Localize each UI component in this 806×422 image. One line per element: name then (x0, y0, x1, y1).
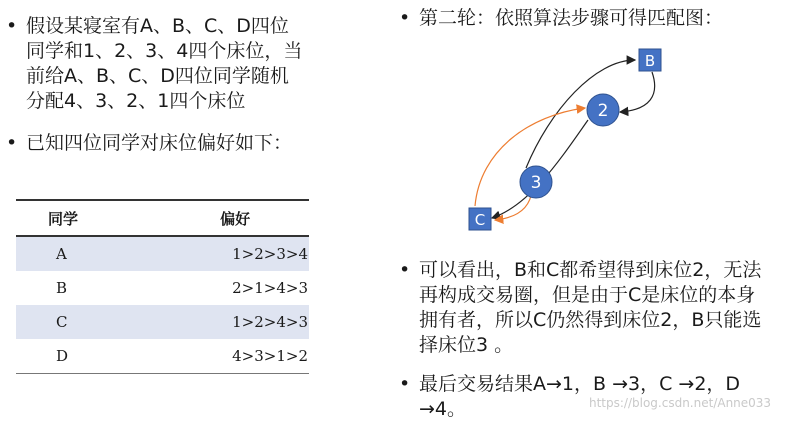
text-line: 分配4、3、2、1四个床位 (26, 90, 246, 112)
text-line: 第二轮：依照算法步骤可得匹配图： (419, 7, 724, 29)
edge-b-to-2 (620, 72, 655, 112)
node-c-label: C (474, 211, 486, 229)
text-line: 可以看出，B和C都希望得到床位2，无法 (419, 259, 762, 281)
bullet-text (26, 131, 292, 156)
text-line: 假设某寝室有A、B、C、D四位 (26, 15, 289, 37)
text-line: 择床位3 。 (419, 334, 514, 356)
table-row (16, 271, 309, 305)
column-header-preference: 偏好 (122, 200, 309, 236)
cell-preference: 1>2>3>4 (122, 236, 309, 271)
text-line: →4。 (419, 398, 467, 420)
text-line: 同学和1、2、3、4四个床位，当 (26, 40, 303, 62)
node-3-label: 3 (530, 173, 542, 193)
cell-preference: 4>3>1>2 (122, 339, 309, 374)
cell-student: A (16, 236, 122, 271)
node-c (469, 208, 491, 230)
node-b (639, 49, 661, 71)
cell-preference: 1>2>4>3 (122, 305, 309, 339)
bullet-dot: • (399, 373, 411, 395)
text-line: 最后交易结果A→1，B →3，C →2，D (419, 373, 741, 395)
node-2-label: 2 (597, 101, 609, 121)
node-2 (587, 94, 619, 126)
text-line: 再构成交易圈，但是由于C是床位的本身 (419, 284, 756, 306)
matching-graph (420, 40, 670, 240)
bullet-dot: • (6, 15, 18, 37)
bullet-dot: • (399, 259, 411, 281)
bullet-text (419, 258, 761, 358)
cell-student: C (16, 305, 122, 339)
node-b-label: B (644, 52, 656, 70)
cell-preference: 2>1>4>3 (122, 271, 309, 305)
bullet-text (419, 6, 723, 31)
text-line: 前给A、B、C、D四位同学随机 (26, 65, 289, 87)
cell-student: B (16, 271, 122, 305)
node-3 (520, 166, 552, 198)
bullet-text (26, 14, 302, 114)
preference-table (16, 199, 309, 374)
column-header-student: 同学 (16, 200, 122, 236)
table-header-row (16, 200, 309, 236)
text-line: 拥有者，所以C仍然得到床位2，B只能选 (419, 309, 762, 331)
text-line: 已知四位同学对床位偏好如下： (26, 132, 293, 154)
table-row (16, 339, 309, 374)
bullet-dot: • (6, 132, 18, 154)
cell-student: D (16, 339, 122, 374)
table-row (16, 305, 309, 339)
bullet-dot: • (399, 7, 411, 29)
watermark: https://blog.csdn.net/Anne033 (589, 396, 772, 410)
table-row (16, 236, 309, 271)
